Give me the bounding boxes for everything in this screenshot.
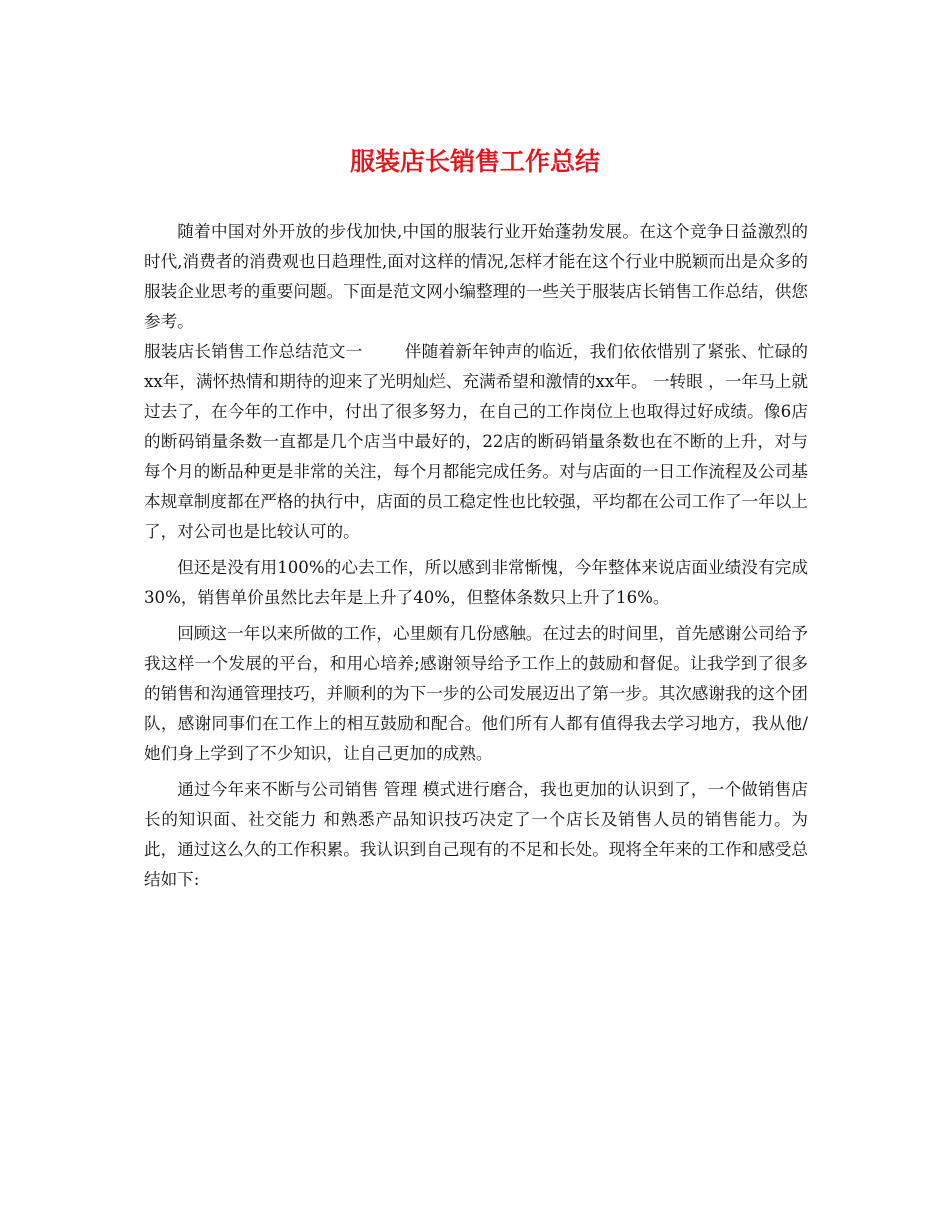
summary-paragraph: 通过今年来不断与公司销售 管理 模式进行磨合，我也更加的认识到了，一个做销售店长的知识面、社交能力 和熟悉产品知识技巧决定了一个店长及销售人员的销售能力。为此，通过这么久的工作积累。我认识到自己现有的不足和长处。现将全年来的工作和感受总结如下: <box>144 780 808 889</box>
document-title: 服装店长销售工作总结 <box>349 147 600 176</box>
intro-paragraph: 随着中国对外开放的步伐加快,中国的服装行业开始蓬勃发展。在这个竞争日益激烈的时代,消费者的消费观也日趋理性,面对这样的情况,怎样才能在这个行业中脱颖而出是众多的服装企业思考的重要问题。下面是范文网小编整理的一些关于服装店长销售工作总结，供您参考。 <box>144 222 808 331</box>
example-text: 伴随着新年钟声的临近，我们依依惜别了紧张、忙碌的xx年，满怀热情和期待的迎来了光明灿烂、充满希望和激情的xx年。 一转眼 ，一年马上就过去了，在今年的工作中，付出了很多努力，在自己的工作岗位上也取得过好成绩。像6店的断码销量条数一直都是几个店当中最好的，22店的断码销量条数也在不断的上升，对与每个月的断品种更是非常的关注，每个月都能完成任务。对与店面的一日工作流程及公司基本规章制度都在严格的执行中，店面的员工稳定性也比较强，平均都在公司工作了一年以上了，对公司也是比较认可的。 <box>144 342 809 541</box>
example-heading: 服装店长销售工作总结范文一 <box>144 342 363 361</box>
review-paragraph: 回顾这一年以来所做的工作，心里颇有几份感触。在过去的时间里，首先感谢公司给予我这样一个发展的平台，和用心培养;感谢领导给予工作上的鼓励和督促。让我学到了很多的销售和沟通管理技巧，并顺利的为下一步的公司发展迈出了第一步。其次感谢我的这个团队，感谢同事们在工作上的相互鼓励和配合。他们所有人都有值得我去学习地方，我从他/她们身上学到了不少知识，让自己更加的成熟。 <box>144 624 808 763</box>
document-body <box>144 217 808 901</box>
performance-paragraph: 但还是没有用100%的心去工作，所以感到非常惭愧，今年整体来说店面业绩没有完成30%，销售单价虽然比去年是上升了40%，但整体条数只上升了16%。 <box>144 558 808 607</box>
example-paragraph <box>144 337 808 547</box>
